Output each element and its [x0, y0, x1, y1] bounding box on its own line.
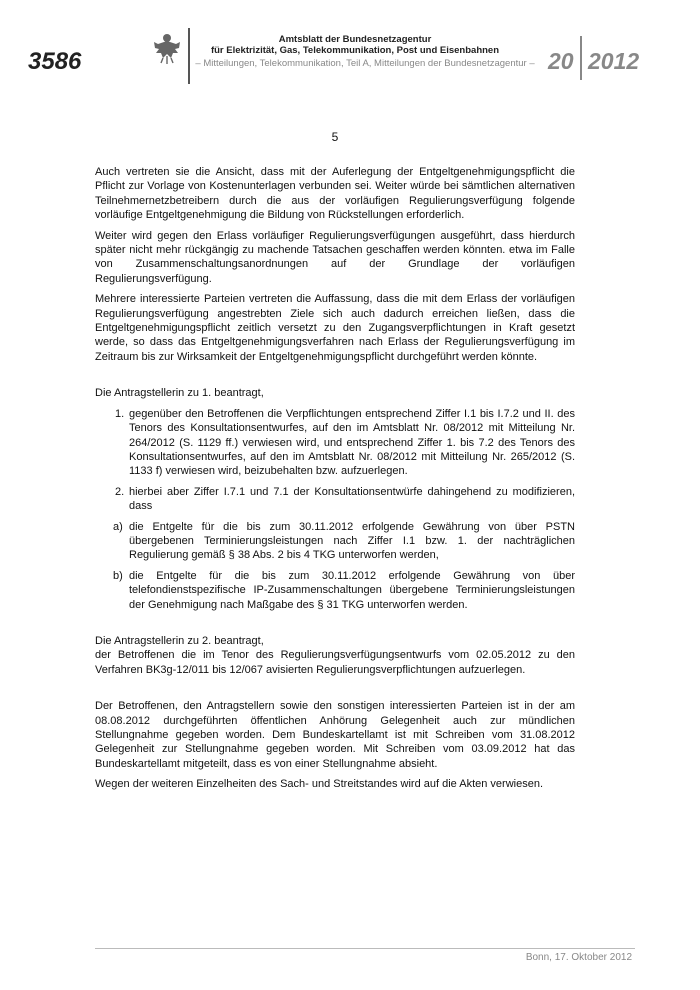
issue-divider	[580, 36, 582, 80]
document-body	[95, 165, 575, 792]
paragraph: Der Betroffenen, den Antragstellern sowie den sonstigen interessierten Parteien ist in der am 08.08.2012 durchgeführten öffentlichen Anhörung Gelegenheit auch zur mündlichen Stellungnahme gegeben worden. Dem Bundeskartellamt ist mit Schreiben vom 31.08.2012 Gelegenheit zur Stellungnahme gegeben worden. Mit Schreiben vom 03.09.2012 hat das Bundeskartellamt mitgeteilt, dass es von einer Stellungnahme absieht.	[95, 700, 575, 770]
sub-list-label: b)	[113, 569, 123, 582]
section-number: 5	[331, 130, 339, 144]
footer-date: Bonn, 17. Oktober 2012	[525, 952, 632, 963]
gazette-title-sub: für Elektrizität, Gas, Telekommunikation, Post und Eisenbahnen	[210, 45, 500, 56]
issue-number: 20	[548, 48, 574, 74]
sub-list-item	[113, 569, 575, 612]
sub-list-text: die Entgelte für die bis zum 30.11.2012 erfolgende Gewährung von über telefondienstspezifische IP-Zusammenschaltungen übergebene Terminierungsleistungen der Genehmigung nach Maßgabe des § 31 TKG unterworfen werden.	[129, 569, 575, 611]
paragraph-indented: der Betroffenen die im Tenor des Regulierungsverfügungsentwurfs vom 02.05.2012 zu den Verfahren BK3g-12/011 bis 12/067 avisierten Regulierungsverpflichtungen aufzuerlegen.	[95, 649, 575, 676]
sub-list-text: die Entgelte für die bis zum 30.11.2012 erfolgende Gewährung von über PSTN übergebenen Terminierungsleistungen nach Ziffer I.1 bzw. 1. der nachträglichen Regulierung gemäß § 38 Abs. 2 bis 4 TKG unterworfen werden,	[129, 520, 575, 562]
footer-divider	[95, 948, 635, 949]
federal-eagle-icon	[152, 32, 182, 66]
paragraph: Wegen der weiteren Einzelheiten des Sach- und Streitstandes wird auf die Akten verwiesen.	[95, 778, 543, 791]
issue-year: 2012	[588, 48, 640, 74]
list-text: hierbei aber Ziffer I.7.1 und 7.1 der Konsultationsentwürfe dahingehend zu modifizieren, dass	[129, 485, 575, 513]
paragraph: Weiter wird gegen den Erlass vorläufiger Regulierungsverfügungen ausgeführt, dass hierdurch später nicht mehr rückgängig zu machende Tatsachen geschaffen werden könnten. etwa im Falle von Zusammenschaltungsanordnungen auf der Grundlage der vorläufigen Regulierungsverfügung.	[95, 229, 575, 285]
paragraph: Auch vertreten sie die Ansicht, dass mit der Auferlegung der Entgeltgenehmigungspflicht die Pflicht zur Vorlage von Kostenunterlagen verbunden sei. Weiter würde bei sämtlichen alternativen Teilnehmernetzbetreibern durch die aus der vorläufigen Regulierungsverfügung folgende vorläufige Entgeltgenehmigung die Bildung von Rückstellungen erforderlich.	[95, 166, 575, 222]
sub-list-item	[113, 520, 575, 563]
paragraph: Die Antragstellerin zu 2. beantragt,	[95, 634, 264, 647]
page-number: 3586	[28, 48, 82, 75]
gazette-section: – Mitteilungen, Telekommunikation, Teil A, Mitteilungen der Bundesnetzagentur –	[195, 58, 535, 69]
paragraph: Die Antragstellerin zu 1. beantragt,	[95, 387, 264, 400]
sub-list-label: a)	[113, 520, 123, 533]
gazette-title: Amtsblatt der Bundesnetzagentur	[278, 34, 432, 45]
paragraph: Mehrere interessierte Parteien vertreten die Auffassung, dass die mit dem Erlass der vorläufigen Regulierungsverfügung angestrebten Ziele sich auch dadurch erreichen ließen, dass die Entgeltgenehmigungspflicht zeitlich versetzt zu den Zugangsverpflichtungen in Kraft gesetzt werde, so dass das Entgeltgenehmigungsverfahren nach Erlass der Regulierungsverfügung im Zeitraum bis zur Wirksamkeit der Entgeltgenehmigungspflicht durchgeführt werden könnte.	[95, 293, 575, 363]
list-number: 1.	[115, 407, 125, 420]
list-text: gegenüber den Betroffenen die Verpflichtungen entsprechend Ziffer I.1 bis I.7.2 und II. des Tenors des Konsultationsentwurfes, auf den im Amtsblatt Nr. 08/2012 mit Mitteilung Nr. 264/2012 (S. 1129 ff.) verwiesen wird, und entsprechend Ziffer 1. bis 7.2 des Tenors des Konsultationsentwurfes, auf den im Amtsblatt Nr. 08/2012 mit Mitteilung Nr. 265/2012 (S. 1133 f) verwiesen wird, beizubehalten bzw. aufzuerlegen.	[129, 407, 575, 478]
list-item	[115, 407, 575, 479]
list-item	[115, 485, 575, 514]
list-number: 2.	[115, 485, 125, 498]
